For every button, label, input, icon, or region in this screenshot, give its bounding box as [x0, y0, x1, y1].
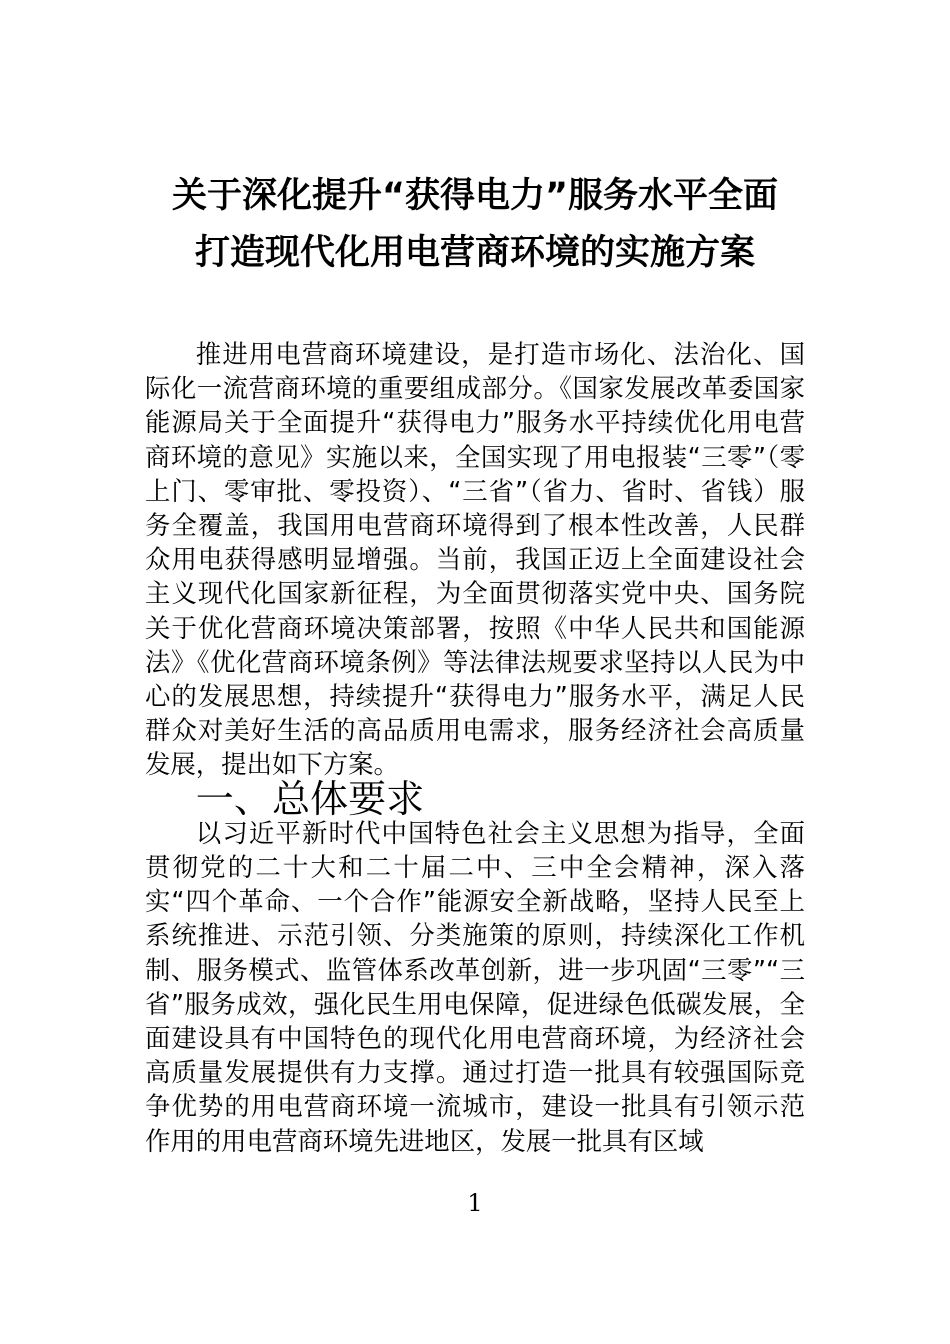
title-line-1: 关于深化提升“获得电力”服务水平全面 — [171, 176, 778, 216]
section-heading: 一、总体要求 — [195, 776, 425, 821]
page-number: 1 — [467, 1189, 483, 1217]
document-title — [145, 168, 805, 282]
intro-paragraph: 推进用电营商环境建设，是打造市场化、法治化、国际化一流营商环境的重要组成部分。《国家发展改革委国家能源局关于全面提升“获得电力”服务水平持续优化用电营商环境的意见》实施以来，全国实现了用电报装“三零”（零上门、零审批、零投资）、“三省”（省力、省时、省钱）服务全覆盖，我国用电营商环境得到了根本性改善，人民群众用电获得感明显增强。当前，我国正迈上全面建设社会主义现代化国家新征程，为全面贯彻落实党中央、国务院关于优化营商环境决策部署，按照《中华人民共和国能源法》《优化营商环境条例》等法律法规要求坚持以人民为中心的发展思想，持续提升“获得电力”服务水平，满足人民群众对美好生活的高品质用电需求，服务经济社会高质量发展，提出如下方案。 — [145, 339, 805, 780]
document-body — [145, 337, 805, 1158]
title-line-2: 打造现代化用电营商环境的实施方案 — [194, 233, 755, 273]
section-paragraph: 以习近平新时代中国特色社会主义思想为指导，全面贯彻党的二十大和二十届二中、三中全会精神，深入落实“四个革命、一个合作”能源安全新战略，坚持人民至上系统推进、示范引领、分类施策的原则，持续深化工作机制、服务模式、监管体系改革创新，进一步巩固“三零”“三省”服务成效，强化民生用电保障，促进绿色低碳发展，全面建设具有中国特色的现代化用电营商环境，为经济社会高质量发展提供有力支撑。通过打造一批具有较强国际竞争优势的用电营商环境一流城市，建设一批具有引领示范作用的用电营商环境先进地区，发展一批具有区域 — [145, 817, 805, 1156]
